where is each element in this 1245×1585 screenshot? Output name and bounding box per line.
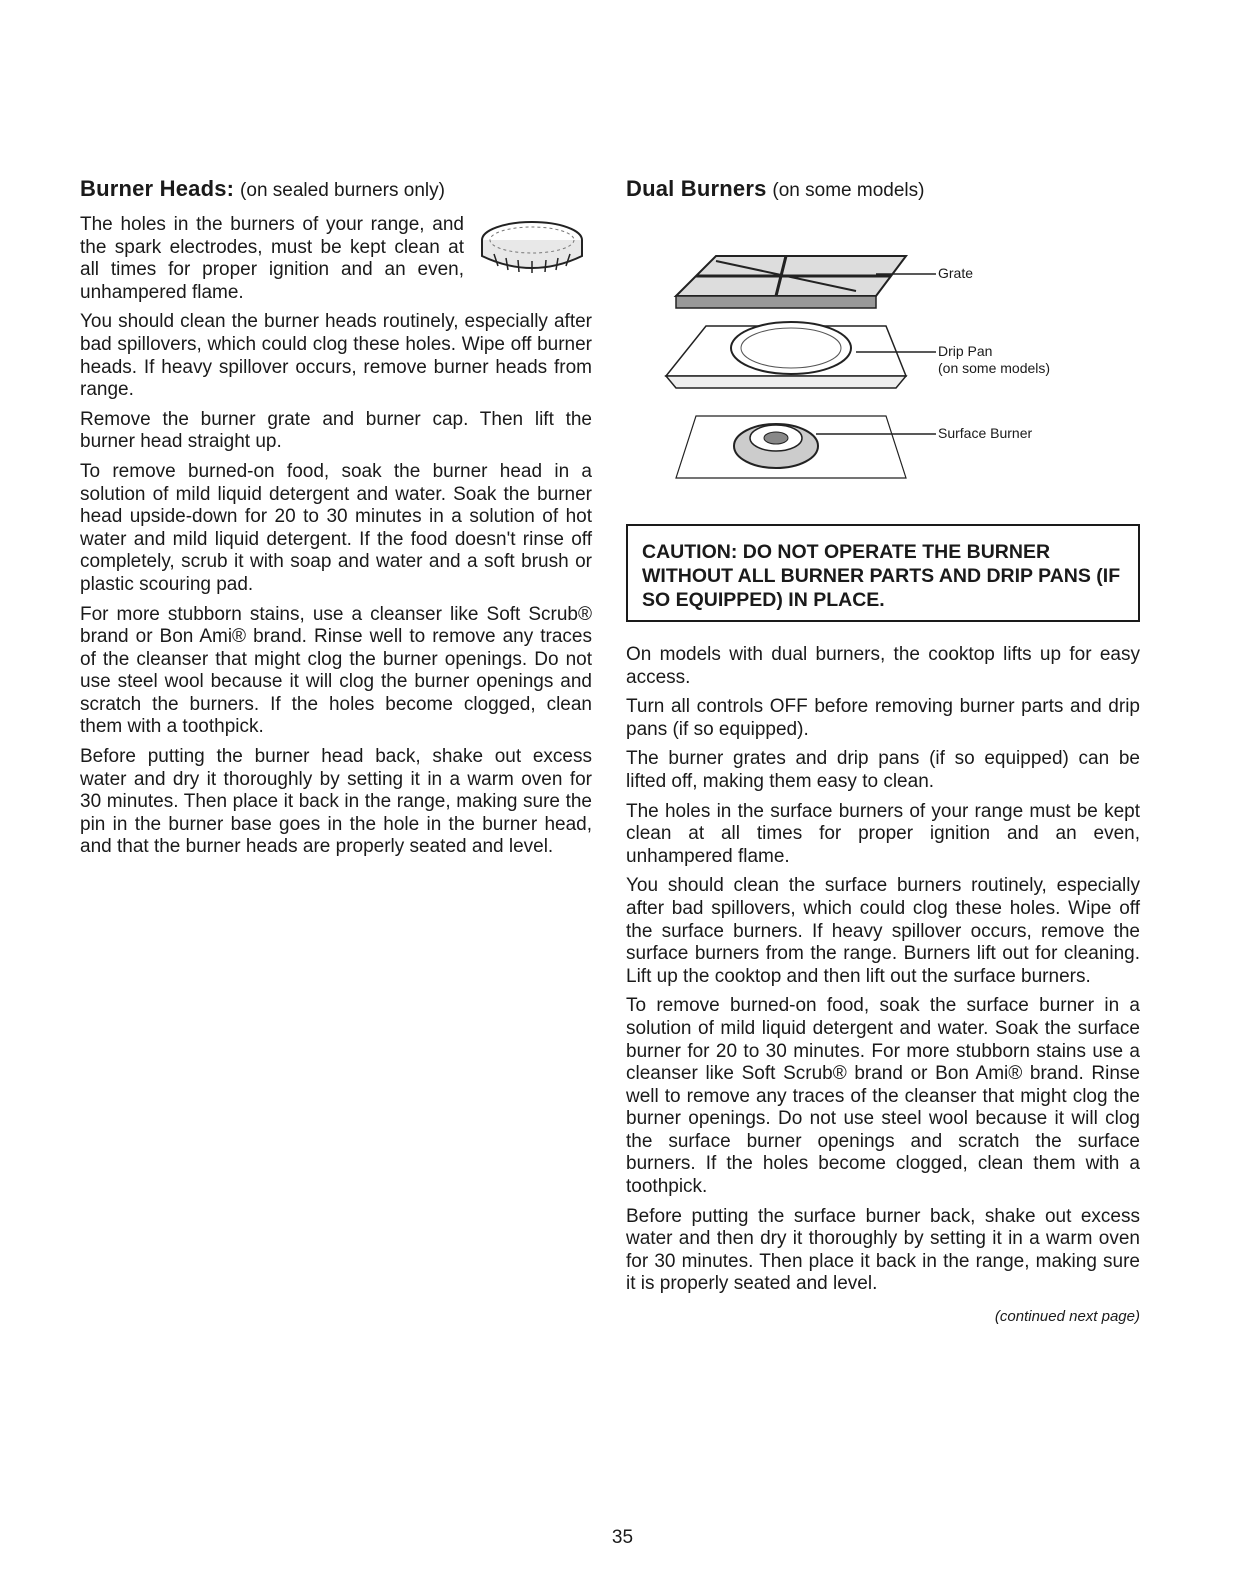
drip-pan-shape — [666, 322, 906, 388]
right-paragraph: On models with dual burners, the cooktop lifts up for easy access. — [626, 644, 1140, 688]
burner-heads-intro — [80, 214, 592, 304]
dual-burners-heading — [626, 176, 1140, 204]
burner-heads-subtitle: (on sealed burners only) — [240, 180, 445, 201]
left-paragraph: Remove the burner grate and burner cap. Then lift the burner head straight up. — [80, 408, 592, 453]
dual-burners-subtitle: (on some models) — [772, 180, 925, 201]
surface-burner-shape — [676, 416, 906, 478]
right-paragraph: To remove burned-on food, soak the surface burner in a solution of mild liquid detergent and water. Soak the surface burner for 20 to 30 minutes. For more stubborn stains use a cleanser like Soft Scrub® brand or Bon Ami® brand. Rinse well to remove any traces of the cleanser that might clog the burner openings. Do not use steel wool because it will clog the surface burner openings and scratch the surface burners. If the holes become clogged, clean them with a toothpick. — [626, 995, 1140, 1198]
right-paragraph: The holes in the surface burners of your range must be kept clean at all times for proper ignition and an even, unhampered flame. — [626, 800, 1140, 867]
left-paragraph: The holes in the burners of your range, and the spark electrodes, must be kept clean at all times for proper ignition and an even, unhampered flame. — [80, 214, 464, 303]
left-column — [80, 176, 592, 866]
right-paragraph: Before putting the surface burner back, shake out excess water and then dry it thoroughly by setting it in a warm oven for 30 minutes. Then place it back in the range, making sure it is properly seated and level. — [626, 1205, 1140, 1295]
right-column — [626, 176, 1140, 1325]
continued-note: (continued next page) — [994, 1308, 1140, 1326]
left-paragraph: You should clean the burner heads routinely, especially after bad spillovers, which could clog these holes. Wipe off burner heads. If heavy spillover occurs, remove burner heads from range. — [80, 311, 592, 401]
drip-pan-label: Drip Pan — [938, 343, 993, 359]
caution-box: CAUTION: DO NOT OPERATE THE BURNER WITHOUT ALL BURNER PARTS AND DRIP PANS (IF SO EQUIPPED) IN PLACE. — [626, 524, 1140, 622]
left-paragraph: For more stubborn stains, use a cleanser like Soft Scrub® brand or Bon Ami® brand. Rinse well to remove any traces of the cleanser that might clog the burner openings. Do not use steel wool because it will clog the burner openings and scratch the burners. If the holes become clogged, clean them with a toothpick. — [80, 603, 592, 738]
dual-burners-title: Dual Burners — [626, 176, 767, 201]
surface-burner-label: Surface Burner — [938, 425, 1033, 441]
burner-head-icon — [472, 214, 592, 284]
right-paragraph: Turn all controls OFF before removing burner parts and drip pans (if so equipped). — [626, 696, 1140, 740]
dual-burner-diagram — [626, 216, 1140, 488]
grate-shape — [676, 256, 906, 308]
page-number: 35 — [611, 1527, 634, 1548]
left-paragraph: To remove burned-on food, soak the burner head in a solution of mild liquid detergent and water. Soak the burner head upside-down for 20 to 30 minutes in a solution of hot water and mild liquid detergent. If the food doesn't rinse off completely, scrub it with soap and water and a soft brush or plastic scouring pad. — [80, 460, 592, 595]
grate-label: Grate — [938, 265, 974, 281]
burner-heads-heading — [80, 176, 592, 204]
burner-exploded-illustration — [656, 216, 936, 488]
burner-heads-title: Burner Heads: — [80, 176, 235, 201]
drip-pan-note-label: (on some models) — [938, 360, 1051, 376]
left-paragraph: Before putting the burner head back, shake out excess water and dry it thoroughly by setting it in a warm oven for 30 minutes. Then place it back in the range, making sure the pin in the burner base goes in the hole in the burner head, and that the burner heads are properly seated and level. — [80, 746, 592, 858]
right-paragraph: You should clean the surface burners routinely, especially after bad spillovers, which could clog these holes. Wipe off the surface burners. If heavy spillover occurs, remove the surface burners from the range. Burners lift out for cleaning. Lift up the cooktop and then lift out the surface burners. — [626, 875, 1140, 987]
right-paragraph: The burner grates and drip pans (if so equipped) can be lifted off, making them easy to clean. — [626, 748, 1140, 792]
